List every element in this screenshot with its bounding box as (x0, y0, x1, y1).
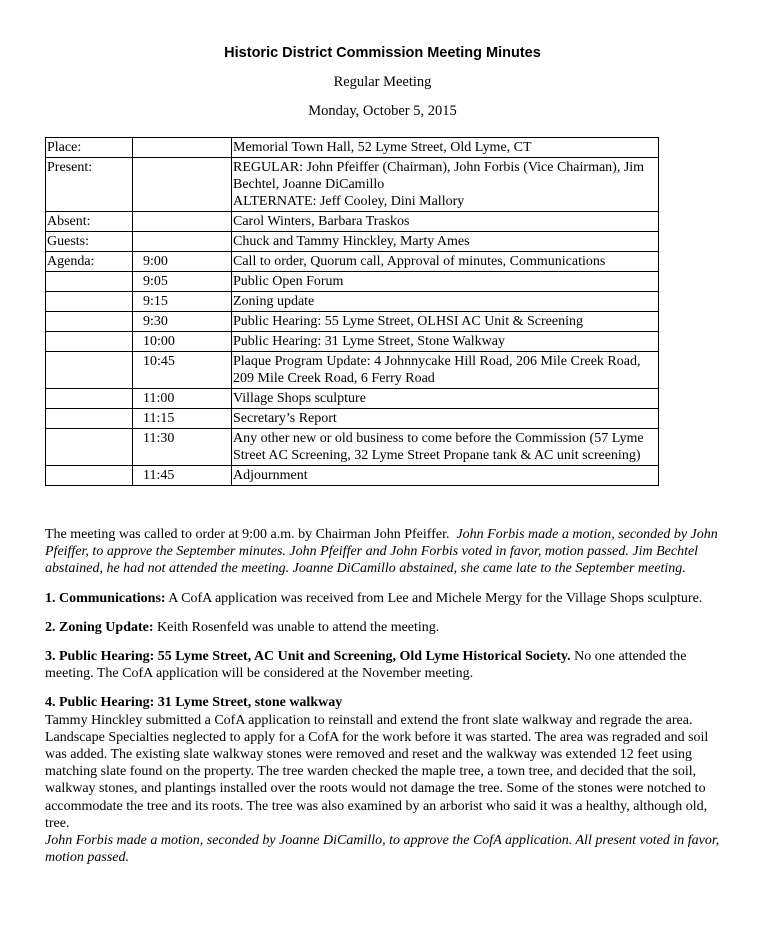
row-label (46, 332, 133, 352)
row-label: Present: (46, 158, 133, 212)
row-description: Public Hearing: 31 Lyme Street, Stone Walkway (232, 332, 659, 352)
row-label: Place: (46, 138, 133, 158)
meeting-type: Regular Meeting (333, 74, 432, 90)
table-row (46, 389, 659, 409)
row-time: 11:30 (133, 429, 232, 466)
document-title: Historic District Commission Meeting Minutes (224, 45, 541, 61)
zoning-text: Keith Rosenfeld was unable to attend the meeting. (157, 619, 440, 635)
row-label (46, 272, 133, 292)
hearing-55-paragraph (45, 648, 721, 682)
table-row (46, 138, 659, 158)
table-row (46, 409, 659, 429)
table-row (46, 332, 659, 352)
row-label (46, 352, 133, 389)
row-time: 10:00 (133, 332, 232, 352)
hearing-31-heading: 4. Public Hearing: 31 Lyme Street, stone walkway (45, 695, 343, 711)
communications-heading: 1. Communications: (45, 590, 166, 606)
row-label: Absent: (46, 212, 133, 232)
hearing-31-heading-line (45, 694, 721, 711)
communications-paragraph (45, 590, 721, 607)
minutes-approval-motion: John Forbis made a motion, seconded by John Pfeiffer, to approve the September minutes. John Pfeiffer and John Forbis voted in favor, motion passed. Jim Bechtel abstained, he had not attended the meeting. Joanne DiCamillo abstained, she came late to the September meeting. (45, 527, 718, 577)
table-row (46, 232, 659, 252)
table-row (46, 272, 659, 292)
row-label (46, 312, 133, 332)
row-description (232, 158, 659, 212)
row-description: Any other new or old business to come before the Commission (57 Lyme Street AC Screening, 32 Lyme Street Propane tank & AC unit screening) (232, 429, 659, 466)
row-time: 11:15 (133, 409, 232, 429)
meeting-date: Monday, October 5, 2015 (308, 103, 457, 119)
row-description: Zoning update (232, 292, 659, 312)
row-time: 11:45 (133, 466, 232, 486)
row-time: 9:00 (133, 252, 232, 272)
hearing-31-text: Tammy Hinckley submitted a CofA application to reinstall and extend the front slate walkway and regrade the area. Landscape Specialties neglected to apply for a CofA for the work before it was started. The area was regraded and soil was added. The existing slate walkway stones were removed and reset and the walkway was extended 12 feet using matching slate found on the property. The tree warden checked the maple tree, a town tree, and decided that the soil, walkway stones, and plantings installed over the roots would not damage the tree. Some of the stones were notched to accommodate the tree and its roots. The tree was also examined by an arborist who said it was a healthy, although old, tree. (45, 712, 709, 831)
call-to-order-text: The meeting was called to order at 9:00 a.m. by Chairman John Pfeiffer. (45, 527, 450, 542)
minutes-body (45, 526, 721, 866)
meeting-info-table (45, 137, 659, 486)
zoning-heading: 2. Zoning Update: (45, 619, 154, 635)
row-label (46, 429, 133, 466)
present-alternate: ALTERNATE: Jeff Cooley, Dini Mallory (233, 194, 465, 209)
row-label (46, 389, 133, 409)
zoning-paragraph (45, 619, 721, 636)
call-to-order-paragraph (45, 526, 721, 578)
row-time: 9:15 (133, 292, 232, 312)
row-description: Chuck and Tammy Hinckley, Marty Ames (232, 232, 659, 252)
row-label: Guests: (46, 232, 133, 252)
table-row (46, 352, 659, 389)
row-label: Agenda: (46, 252, 133, 272)
row-description: Call to order, Quorum call, Approval of minutes, Communications (232, 252, 659, 272)
table-row (46, 292, 659, 312)
table-row (46, 158, 659, 212)
row-time (133, 138, 232, 158)
row-description: Carol Winters, Barbara Traskos (232, 212, 659, 232)
row-time: 9:05 (133, 272, 232, 292)
row-time (133, 232, 232, 252)
row-time: 10:45 (133, 352, 232, 389)
table-row (46, 429, 659, 466)
row-label (46, 292, 133, 312)
hearing-55-heading: 3. Public Hearing: 55 Lyme Street, AC Unit and Screening, Old Lyme Historical Society. (45, 649, 571, 665)
row-description: Secretary’s Report (232, 409, 659, 429)
table-row (46, 466, 659, 486)
hearing-55-text: No one attended the meeting. The CofA application will be considered at the November meeting. (45, 649, 687, 682)
hearing-31-motion: John Forbis made a motion, seconded by Joanne DiCamillo, to approve the CofA application. All present voted in favor, motion passed. (45, 833, 720, 866)
row-description: Memorial Town Hall, 52 Lyme Street, Old Lyme, CT (232, 138, 659, 158)
row-time (133, 158, 232, 212)
row-description: Public Hearing: 55 Lyme Street, OLHSI AC Unit & Screening (232, 312, 659, 332)
table-row (46, 312, 659, 332)
row-time: 11:00 (133, 389, 232, 409)
row-time (133, 212, 232, 232)
present-regular: REGULAR: John Pfeiffer (Chairman), John Forbis (Vice Chairman), Jim Bechtel, Joanne DiCamillo (233, 160, 645, 192)
row-time: 9:30 (133, 312, 232, 332)
table-row (46, 212, 659, 232)
communications-text: A CofA application was received from Lee and Michele Mergy for the Village Shops sculpture. (168, 590, 703, 606)
row-description: Plaque Program Update: 4 Johnnycake Hill Road, 206 Mile Creek Road, 209 Mile Creek Road, 6 Ferry Road (232, 352, 659, 389)
table-row (46, 252, 659, 272)
row-label (46, 466, 133, 486)
row-label (46, 409, 133, 429)
row-description: Village Shops sculpture (232, 389, 659, 409)
row-description: Adjournment (232, 466, 659, 486)
row-description: Public Open Forum (232, 272, 659, 292)
